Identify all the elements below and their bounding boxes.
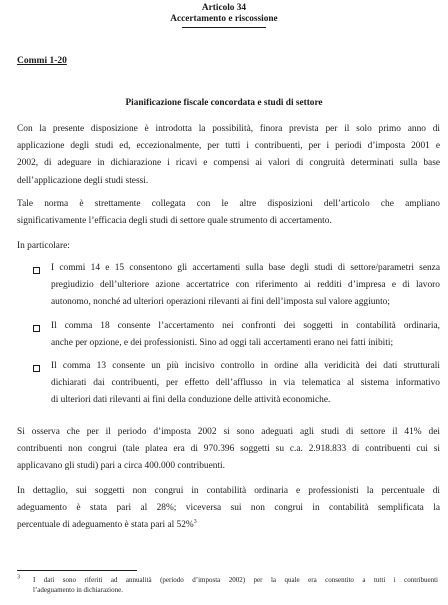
footnote-rule <box>17 570 137 571</box>
paragraph-2 <box>17 196 440 230</box>
paragraph-line: I commi 14 e 15 consentono gli accertamenti sulla base degli studi di settore/parametri senza <box>51 263 440 273</box>
paragraph-line: Il comma 13 consente un più incisivo controllo in ordine alla veridicità dei dati strutturali <box>51 361 440 371</box>
footnote-text <box>33 575 438 595</box>
paragraph-1 <box>17 121 440 190</box>
paragraph-line: dichiarati dai contribuenti, per effetto dell’afflusso in via telematica al sistema informativo <box>51 378 440 389</box>
paragraph-line: applicazione degli studi ed, eccezionalmente, per tutti i contribuenti, per i periodi d’imposta 2001 e <box>17 141 440 152</box>
paragraph-line: 2002, di adeguare in dichiarazione i ricavi e compensi ai valori di congruità determinati sulla base <box>17 158 440 169</box>
paragraph-line: In dettaglio, sui soggetti non congrui in contabilità ordinaria e professionisti la percentuale di <box>17 486 440 496</box>
footnote-line: I dati sono riferiti ad annualità (periodo d’imposta 2002) per la quale era consentito a tutti i contribuenti <box>33 576 438 584</box>
paragraph-line: significativamente l’efficacia degli studi di settore quale strumento di accertamento. <box>17 216 332 227</box>
paragraph-line: Si osserva che per il periodo d’imposta 2002 si sono adeguati agli studi di settore il 41% dei <box>17 427 440 437</box>
article-title: Accertamento e riscossione <box>170 14 278 24</box>
paragraph-line: In particolare: <box>17 241 70 251</box>
paragraph-line: di ulteriori dati rilevanti ai fini della conduzione delle attività economiche. <box>51 395 331 406</box>
footnote-number-mark: 3 <box>17 574 20 581</box>
bullet-square-icon <box>33 325 40 332</box>
paragraph-5 <box>17 483 440 535</box>
bullet-item-3 <box>51 358 440 410</box>
paragraph-line: contribuenti non congrui (tale platea era di 970.396 soggetti su c.a. 2.918.833 di contribuenti cui si <box>17 444 440 455</box>
paragraph-4 <box>17 424 440 476</box>
paragraph-line: dell’applicazione degli studi stessi. <box>17 175 149 186</box>
paragraph-line <box>17 517 440 534</box>
paragraph-line: adeguamento è stata pari al 28%; viceversa sui non congrui in contabilità semplificata la <box>17 503 440 514</box>
paragraph-3 <box>17 238 440 255</box>
paragraph-line-text: percentuale di adeguamento è stata pari al 52% <box>17 520 194 531</box>
bullet-square-icon <box>33 365 40 372</box>
title-rule <box>182 27 266 28</box>
paragraph-line: anche per opzione, e dei professionisti. Sino ad oggi tali accertamenti erano nei fatti inibiti; <box>51 338 394 349</box>
section-title: Pianificazione fiscale concordata e studi di settore <box>125 98 323 108</box>
bullet-item-1 <box>51 260 440 312</box>
footnote-number <box>17 575 20 585</box>
article-number: Articolo 34 <box>201 3 247 13</box>
paragraph-line: applicavano gli studi) pari a circa 400.000 contribuenti. <box>17 461 226 472</box>
paragraph-line: autonomo, nonché ad ulteriori operazioni rilevanti ai fini dell’imposta sul valore aggiunto; <box>51 297 390 308</box>
footnote-reference: 3 <box>193 519 197 526</box>
paragraph-line: pregiudizio dell’ulteriore azione accertatrice con riferimento ai redditi d’impresa e di lavoro <box>51 280 440 291</box>
bullet-item-2 <box>51 318 440 352</box>
paragraph-line: Il comma 18 consente l’accertamento nei confronti dei soggetti in contabilità ordinaria, <box>51 321 440 331</box>
paragraph-line: Tale norma è strettamente collegata con le altre disposizioni dell’articolo che ampliano <box>17 199 440 209</box>
bullet-square-icon <box>33 267 40 274</box>
commi-label: Commi 1-20 <box>17 56 67 66</box>
paragraph-line: Con la presente disposizione è introdotta la possibilità, finora prevista per il solo primo anno di <box>17 124 440 134</box>
footnote-line: l’adeguamento in dichiarazione. <box>33 586 123 594</box>
